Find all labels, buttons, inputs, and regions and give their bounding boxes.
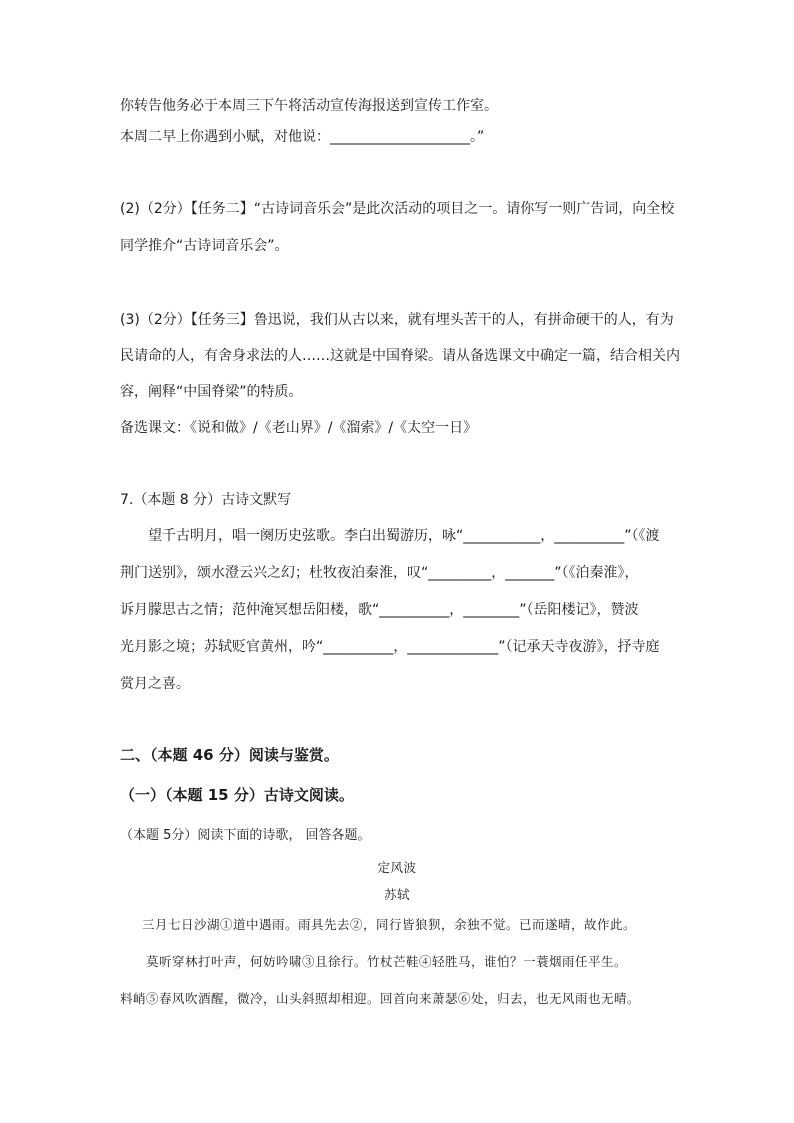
notice-text: 你转告他务必于本周三下午将活动宣传海报送到宣传工作室。 [120,98,498,114]
task3-line-1: (3)（2分）【任务三】鲁迅说，我们从古以来，就有埋头苦干的人，有拼命硬干的人，有为 [120,312,674,328]
poem-stanza-2: 料峭⑤春风吹酒醒，微冷，山头斜照却相迎。回首向来萧瑟⑥处，归去，也无风雨也无晴。 [120,991,641,1006]
poem-title: 定风波 [377,860,417,875]
answer-prompt-1: 本周二早上你遇到小赋，对他说：____________________。” [120,129,485,145]
task2-line-1: (2)（2分）【任务二】“古诗词音乐会”是此次活动的项目之一。请你写一则广告词，向全校 [120,201,675,217]
poem-preface: 三月七日沙湖①道中遇雨。雨具先去②，同行皆狼狈，余独不觉。已而遂晴，故作此。 [142,917,637,932]
task3-line-3: 容，阐释“中国脊梁”的特质。 [120,384,303,400]
question-7-line-2: 荆门送别》，颂水澄云兴之幻；杜牧夜泊秦淮，叹“_________，_______”（《泊秦淮》， [120,565,639,581]
part2-sub-heading: （一）（本题 15 分）古诗文阅读。 [120,786,354,804]
part2-instruction: （本题 5分）阅读下面的诗歌， 回答各题。 [120,828,371,843]
poem-stanza-1: 莫听穿林打叶声，何妨吟啸③且徐行。竹杖芒鞋④轻胜马，谁怕？一蓑烟雨任平生。 [146,954,628,969]
task2-line-2: 同学推介“古诗词音乐会”。 [120,238,289,254]
question-7-line-3: 诉月朦思古之情；范仲淹冥想岳阳楼，歌“__________，________”（岳阳楼记》，赞波 [120,602,639,618]
part2-heading: 二、（本题 46 分）阅读与鉴赏。 [120,746,339,764]
question-7-line-1: 望千古明月，唱一阕历史弦歌。李白出蜀游历，咏“___________，__________”（《渡 [148,528,660,544]
question-7-title: 7.（本题 8 分）古诗文默写 [120,492,292,508]
task3-line-4: 备选课文：《说和做》/《老山界》/《溜索》/《太空一日》 [120,420,478,436]
task3-line-2: 民请命的人，有舍身求法的人……这就是中国脊梁。请从备选课文中确定一篇，结合相关内 [120,348,680,364]
question-7-line-5: 赏月之喜。 [120,676,190,692]
question-7-line-4: 光月影之境；苏轼贬官黄州，吟“__________，_____________”（记承天寺夜游》，抒寺庭 [120,639,660,655]
poem-author: 苏轼 [383,887,410,902]
